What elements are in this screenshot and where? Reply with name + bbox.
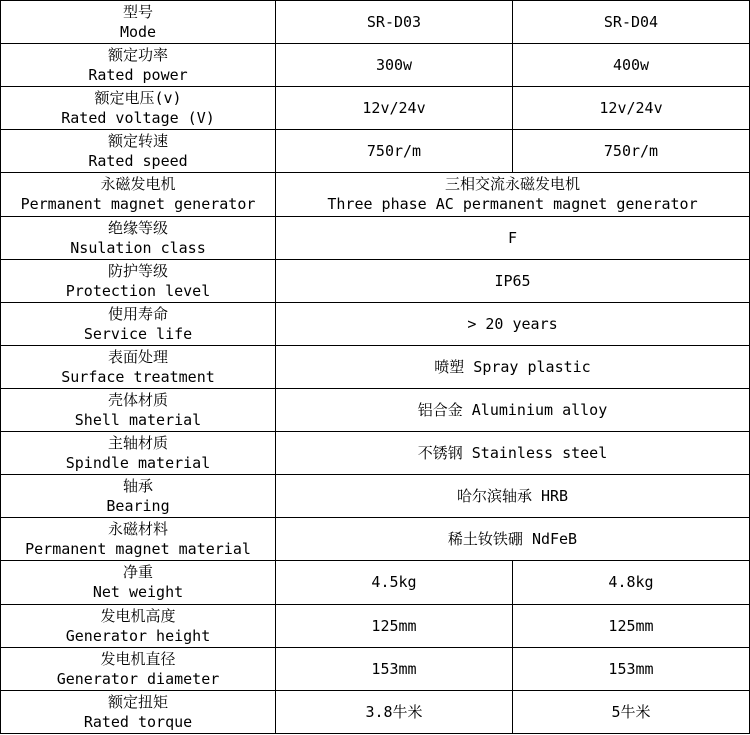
merged-value-cell: 哈尔滨轴承 HRB <box>276 475 750 518</box>
merged-value-cell: > 20 years <box>276 302 750 345</box>
table-row <box>1 388 750 431</box>
label-zh: 净重 <box>122 563 153 582</box>
label-en: Nsulation class <box>70 238 206 257</box>
label-en: Permanent magnet material <box>25 540 251 559</box>
table-row <box>1 259 750 302</box>
merged-value-cell: 喷塑 Spray plastic <box>276 345 750 388</box>
table-row <box>1 604 750 647</box>
label-en: Spindle material <box>65 454 211 473</box>
label-zh: 额定电压(v) <box>94 89 182 108</box>
value-cell: 750r/m <box>276 130 513 173</box>
label-zh: 防护等级 <box>107 261 168 280</box>
value-en: Three phase AC permanent magnet generator <box>327 195 698 214</box>
row-label <box>1 1 276 44</box>
label-en: Rated power <box>88 66 188 85</box>
merged-value-cell: 稀土钕铁硼 NdFeB <box>276 518 750 561</box>
value-cell: 153mm <box>276 647 513 690</box>
value-cell: 4.8kg <box>513 561 750 604</box>
label-zh: 额定功率 <box>107 46 168 65</box>
value-cell: 3.8牛米 <box>276 690 513 733</box>
value-cell: 750r/m <box>513 130 750 173</box>
label-zh: 表面处理 <box>107 347 168 366</box>
label-zh: 壳体材质 <box>107 391 168 410</box>
label-zh: 永磁发电机 <box>100 175 176 194</box>
label-zh: 永磁材料 <box>107 520 168 539</box>
table-row <box>1 1 750 44</box>
merged-value-cell <box>276 173 750 216</box>
label-zh: 发电机高度 <box>100 606 176 625</box>
label-en: Service life <box>83 324 193 343</box>
value-cell: 300w <box>276 44 513 87</box>
row-label <box>1 518 276 561</box>
label-en: Mode <box>119 23 157 42</box>
row-label <box>1 259 276 302</box>
label-zh: 额定转速 <box>107 132 168 151</box>
table-row <box>1 87 750 130</box>
label-en: Net weight <box>92 583 184 602</box>
table-row <box>1 690 750 733</box>
label-zh: 轴承 <box>122 477 153 496</box>
label-en: Generator height <box>65 626 211 645</box>
row-label <box>1 87 276 130</box>
label-zh: 使用寿命 <box>107 304 168 323</box>
value-cell: SR-D04 <box>513 1 750 44</box>
label-en: Rated voltage (V) <box>61 109 215 128</box>
label-en: Rated torque <box>83 712 193 731</box>
table-row <box>1 302 750 345</box>
merged-value-cell: 不锈钢 Stainless steel <box>276 432 750 475</box>
row-label <box>1 475 276 518</box>
merged-value-cell: 铝合金 Aluminium alloy <box>276 388 750 431</box>
merged-value-cell: F <box>276 216 750 259</box>
row-label <box>1 130 276 173</box>
table-row <box>1 130 750 173</box>
row-label <box>1 604 276 647</box>
row-label <box>1 173 276 216</box>
label-zh: 绝缘等级 <box>107 218 168 237</box>
label-zh: 额定扭矩 <box>107 692 168 711</box>
label-en: Permanent magnet generator <box>20 195 256 214</box>
value-cell: 153mm <box>513 647 750 690</box>
value-cell: 125mm <box>276 604 513 647</box>
table-row <box>1 475 750 518</box>
label-zh: 主轴材质 <box>107 434 168 453</box>
table-row <box>1 561 750 604</box>
label-zh: 型号 <box>122 3 153 22</box>
table-row <box>1 44 750 87</box>
row-label <box>1 647 276 690</box>
label-en: Surface treatment <box>61 367 215 386</box>
row-label <box>1 302 276 345</box>
label-en: Bearing <box>106 497 170 516</box>
label-en: Generator diameter <box>56 669 220 688</box>
label-en: Rated speed <box>88 152 188 171</box>
row-label <box>1 561 276 604</box>
row-label <box>1 216 276 259</box>
row-label <box>1 345 276 388</box>
merged-value-cell: IP65 <box>276 259 750 302</box>
table-row <box>1 345 750 388</box>
table-row <box>1 647 750 690</box>
row-label <box>1 44 276 87</box>
value-cell: 400w <box>513 44 750 87</box>
row-label <box>1 690 276 733</box>
label-en: Shell material <box>74 411 202 430</box>
label-en: Protection level <box>65 281 211 300</box>
value-cell: 4.5kg <box>276 561 513 604</box>
table-row <box>1 518 750 561</box>
value-cell: 125mm <box>513 604 750 647</box>
row-label <box>1 432 276 475</box>
table-row <box>1 173 750 216</box>
value-cell: SR-D03 <box>276 1 513 44</box>
value-cell: 12v/24v <box>276 87 513 130</box>
value-zh: 三相交流永磁发电机 <box>444 175 580 194</box>
row-label <box>1 388 276 431</box>
table-row <box>1 432 750 475</box>
table-row <box>1 216 750 259</box>
value-cell: 5牛米 <box>513 690 750 733</box>
value-cell: 12v/24v <box>513 87 750 130</box>
label-zh: 发电机直径 <box>100 649 176 668</box>
